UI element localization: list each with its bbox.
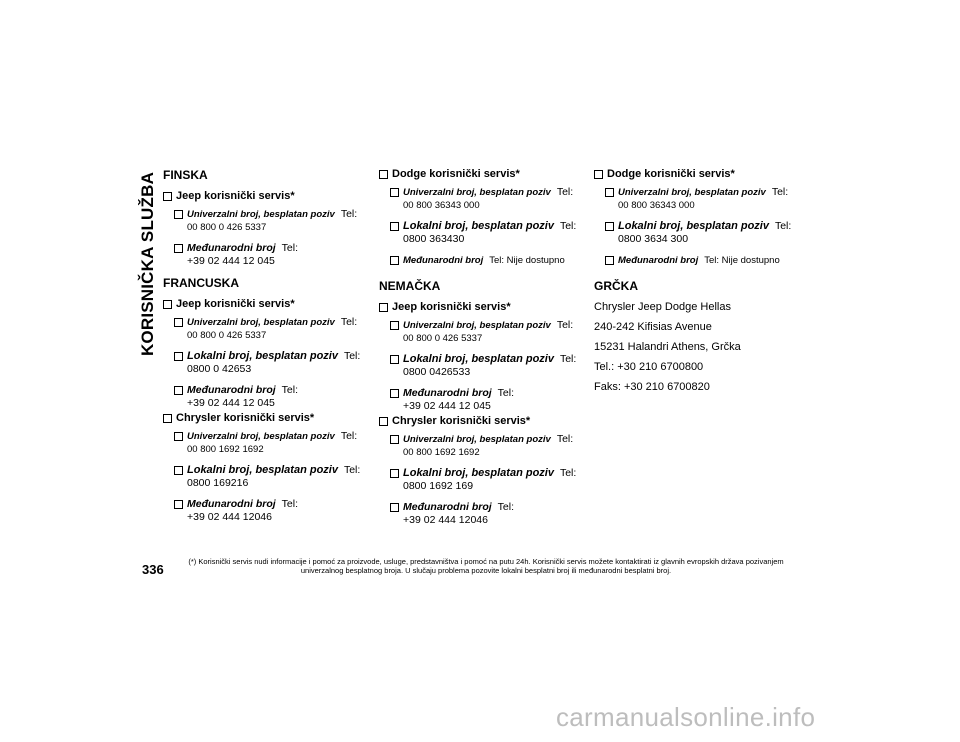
- contact-item: Lokalni broj, besplatan poziv Tel: 0800 0426533: [403, 353, 579, 379]
- section-side-title: [137, 170, 159, 358]
- address-line: 240-242 Kifisias Avenue: [594, 321, 712, 333]
- checkbox-icon: [174, 432, 183, 441]
- phone-number: 0800 0426533: [403, 366, 471, 378]
- contact-item: Lokalni broj, besplatan poziv Tel: 0800 1692 169: [403, 467, 579, 493]
- page-number: 336: [142, 562, 164, 577]
- checkbox-icon: [174, 210, 183, 219]
- checkbox-icon: [605, 256, 614, 265]
- checkbox-icon: [174, 500, 183, 509]
- phone-number: 00 800 36343 000: [403, 200, 480, 211]
- contact-item: Međunarodni broj Tel: +39 02 444 12 045: [187, 242, 363, 268]
- phone-number: +39 02 444 12046: [403, 514, 488, 526]
- phone-number: +39 02 444 12046: [187, 511, 272, 523]
- checkbox-icon: [390, 222, 399, 231]
- checkbox-icon: [379, 417, 388, 426]
- address-line: 15231 Halandri Athens, Grčka: [594, 341, 741, 353]
- contact-item: Međunarodni broj Tel: +39 02 444 12 045: [187, 384, 363, 410]
- contact-item: Univerzalni broj, besplatan poziv Tel: 00 800 0 426 5337: [187, 208, 363, 234]
- phone-number: 00 800 0 426 5337: [403, 333, 483, 344]
- checkbox-icon: [390, 469, 399, 478]
- contact-item: Međunarodni broj Tel: Nije dostupno: [403, 254, 579, 267]
- service-heading: Dodge korisnički servis*: [379, 168, 579, 180]
- column-3: [594, 168, 794, 401]
- service-heading: Dodge korisnički servis*: [594, 168, 794, 180]
- contact-item: Univerzalni broj, besplatan poziv Tel: 00 800 0 426 5337: [403, 319, 579, 345]
- phone-number: 0800 0 42653: [187, 363, 252, 375]
- service-heading: Jeep korisnički servis*: [163, 190, 363, 202]
- address-line: Chrysler Jeep Dodge Hellas: [594, 301, 731, 313]
- checkbox-icon: [174, 244, 183, 253]
- contact-item: Međunarodni broj Tel: +39 02 444 12046: [187, 498, 363, 524]
- column-1: [163, 168, 363, 532]
- phone-line: Tel.: +30 210 6700800: [594, 361, 704, 373]
- watermark: carmanualsonline.info: [556, 702, 816, 732]
- phone-number: 0800 363430: [403, 233, 465, 245]
- phone-number: 0800 3634 300: [618, 233, 689, 245]
- service-heading: Chrysler korisnički servis*: [163, 412, 363, 424]
- column-2: [379, 168, 579, 535]
- service-heading: Jeep korisnički servis*: [379, 301, 579, 313]
- checkbox-icon: [174, 318, 183, 327]
- checkbox-icon: [390, 355, 399, 364]
- contact-item: Međunarodni broj Tel: +39 02 444 12 045: [403, 387, 579, 413]
- phone-number: 00 800 0 426 5337: [187, 330, 267, 341]
- contact-item: Lokalni broj, besplatan poziv Tel: 0800 0 42653: [187, 350, 363, 376]
- country-heading-grcka: GRČKA: [594, 279, 638, 293]
- phone-number: 0800 169216: [187, 477, 249, 489]
- phone-number: 00 800 1692 1692: [187, 444, 264, 455]
- country-heading-nemacka: NEMAČKA: [379, 279, 441, 293]
- contact-item: Međunarodni broj Tel: Nije dostupno: [618, 254, 794, 267]
- contact-item: Univerzalni broj, besplatan poziv Tel: 00 800 1692 1692: [403, 433, 579, 459]
- checkbox-icon: [390, 321, 399, 330]
- phone-number: 0800 1692 169: [403, 480, 474, 492]
- checkbox-icon: [605, 222, 614, 231]
- contact-item: Univerzalni broj, besplatan poziv Tel: 00 800 36343 000: [403, 186, 579, 212]
- checkbox-icon: [605, 188, 614, 197]
- contact-item: Lokalni broj, besplatan poziv Tel: 0800 169216: [187, 464, 363, 490]
- checkbox-icon: [379, 303, 388, 312]
- checkbox-icon: [390, 435, 399, 444]
- checkbox-icon: [163, 414, 172, 423]
- checkbox-icon: [594, 170, 603, 179]
- checkbox-icon: [163, 192, 172, 201]
- contact-item: Lokalni broj, besplatan poziv Tel: 0800 3634 300: [618, 220, 794, 246]
- side-title-text: KORISNIČKA SLUŽBA: [138, 171, 157, 357]
- contact-item: Univerzalni broj, besplatan poziv Tel: 00 800 36343 000: [618, 186, 794, 212]
- checkbox-icon: [379, 170, 388, 179]
- checkbox-icon: [174, 466, 183, 475]
- phone-number: +39 02 444 12 045: [403, 400, 491, 412]
- footnote: (*) Korisnički servis nudi informacije i pomoć za proizvode, usluge, predstavništva i pomoć na putu 24h. Korisnički servis možete kontaktirati iz glavnih evropskih država pozivanjem univerzalnog besplatnog broja. U slučaju problema pozovite lokalni besplatni broj ili međunarodni besplatni broj.: [188, 557, 784, 575]
- checkbox-icon: [174, 386, 183, 395]
- service-heading: Jeep korisnički servis*: [163, 298, 363, 310]
- phone-number: 00 800 0 426 5337: [187, 222, 267, 233]
- checkbox-icon: [174, 352, 183, 361]
- checkbox-icon: [390, 389, 399, 398]
- country-heading-francuska: FRANCUSKA: [163, 276, 239, 290]
- contact-item: Međunarodni broj Tel: +39 02 444 12046: [403, 501, 579, 527]
- country-heading-finska: FINSKA: [163, 168, 208, 182]
- phone-number: 00 800 1692 1692: [403, 447, 480, 458]
- phone-number: 00 800 36343 000: [618, 200, 695, 211]
- checkbox-icon: [390, 256, 399, 265]
- contact-item: Univerzalni broj, besplatan poziv Tel: 00 800 0 426 5337: [187, 316, 363, 342]
- contact-item: Lokalni broj, besplatan poziv Tel: 0800 363430: [403, 220, 579, 246]
- fax-line: Faks: +30 210 6700820: [594, 381, 710, 393]
- checkbox-icon: [390, 188, 399, 197]
- contact-item: Univerzalni broj, besplatan poziv Tel: 00 800 1692 1692: [187, 430, 363, 456]
- phone-number: +39 02 444 12 045: [187, 397, 275, 409]
- checkbox-icon: [390, 503, 399, 512]
- service-heading: Chrysler korisnički servis*: [379, 415, 579, 427]
- checkbox-icon: [163, 300, 172, 309]
- phone-number: +39 02 444 12 045: [187, 255, 275, 267]
